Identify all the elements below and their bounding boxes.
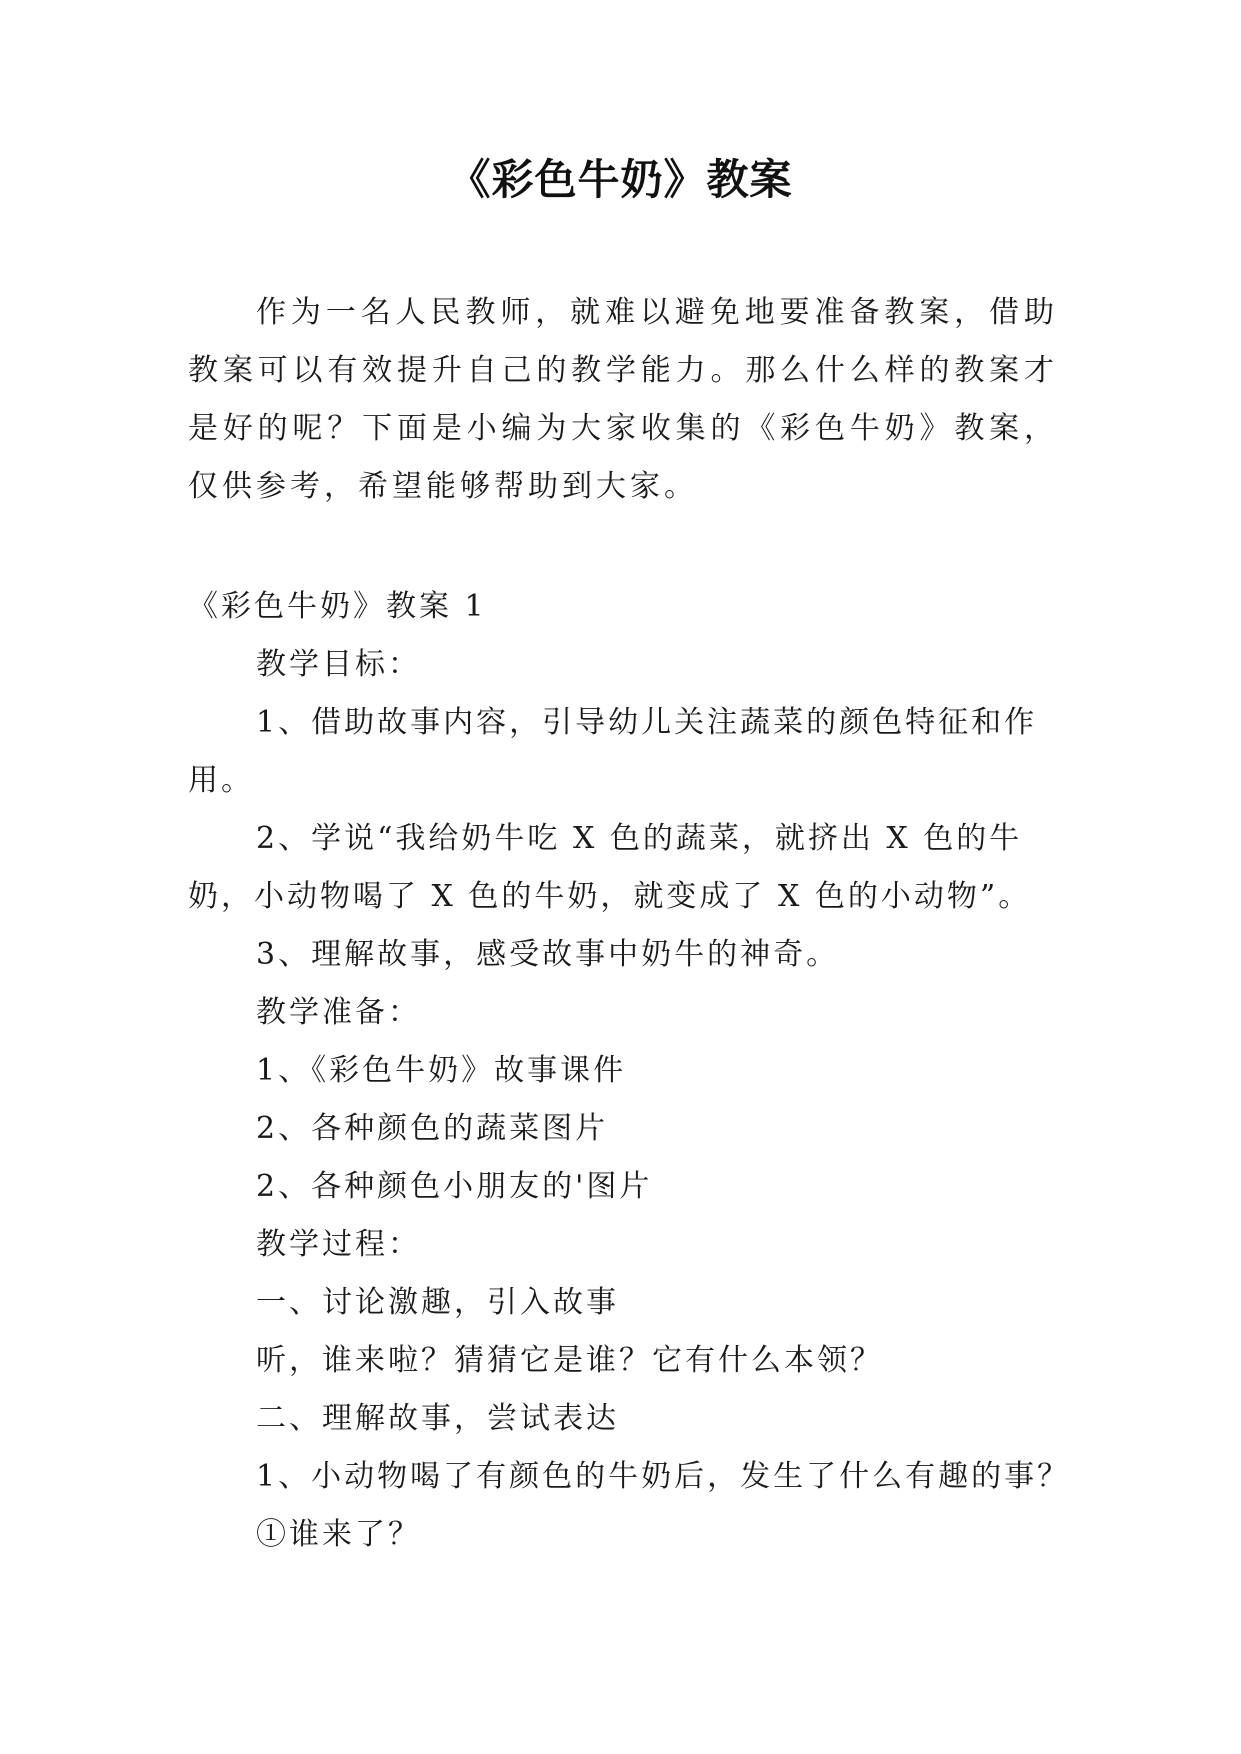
document-title: 《彩色牛奶》教案: [448, 155, 793, 204]
step-question: 1、小动物喝了有颜色的牛奶后，发生了什么有趣的事？: [256, 1459, 1071, 1494]
prep-item: 2、各种颜色小朋友的'图片: [256, 1169, 653, 1204]
goals-label: 教学目标：: [256, 647, 421, 682]
goal-item: 1、借助故事内容，引导幼儿关注蔬菜的颜色特征和作用。: [188, 705, 1038, 798]
step-title: 一、讨论激趣，引入故事: [256, 1285, 619, 1320]
lesson-plan-1: [188, 578, 1071, 1564]
intro-paragraph: 作为一名人民教师，就难以避免地要准备教案，借助教案可以有效提升自己的教学能力。那么什么样的教案才是好的呢？下面是小编为大家收集的《彩色牛奶》教案，仅供参考，希望能够帮助到大家。: [188, 295, 1058, 504]
prep-label: 教学准备：: [256, 995, 421, 1030]
goal-item: 3、理解故事，感受故事中奶牛的神奇。: [256, 937, 840, 972]
step-title: 二、理解故事，尝试表达: [256, 1401, 619, 1436]
section-heading: 《彩色牛奶》教案 1: [188, 589, 487, 624]
prep-item: 1、《彩色牛奶》故事课件: [256, 1053, 627, 1088]
goal-item: 2、学说“我给奶牛吃 X 色的蔬菜，就挤出 X 色的牛奶，小动物喝了 X 色的牛奶，就变成了 X 色的小动物”。: [188, 821, 1032, 914]
step-question: ①谁来了？: [256, 1517, 421, 1552]
step-text: 听，谁来啦？猜猜它是谁？它有什么本领？: [256, 1343, 883, 1378]
prep-item: 2、各种颜色的蔬菜图片: [256, 1111, 609, 1146]
process-label: 教学过程：: [256, 1227, 421, 1262]
